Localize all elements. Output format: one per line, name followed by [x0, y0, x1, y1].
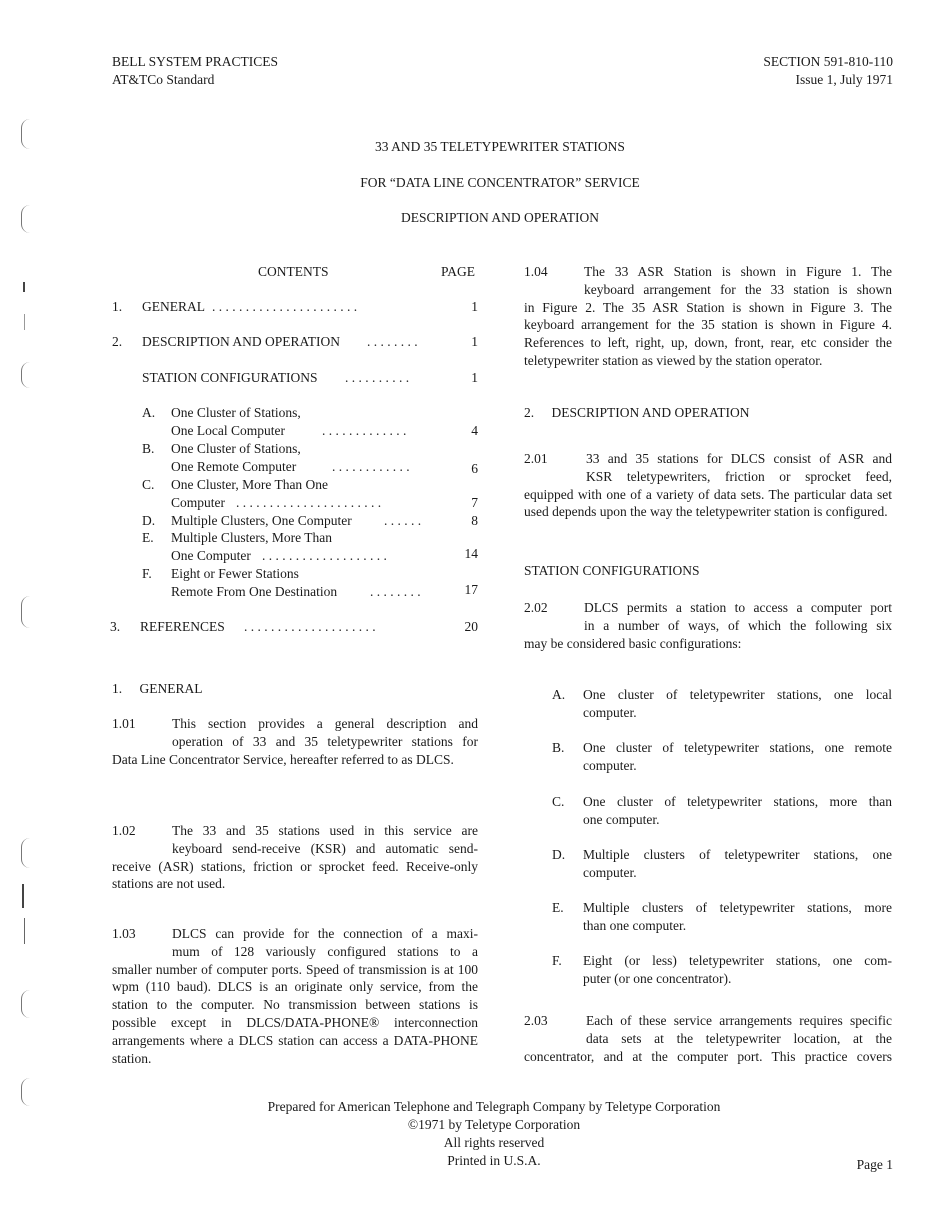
paragraph-line: The 33 ASR Station is shown in Figure 1. The [584, 264, 892, 279]
toc-label: STATION CONFIGURATIONS [142, 370, 318, 385]
paragraph-line: mum of 128 variously configured stations to a [172, 943, 478, 959]
toc-page: 1 [471, 370, 478, 385]
toc-entry-b[interactable] [112, 440, 478, 476]
toc-num: C. [142, 477, 155, 492]
config-line: computer. [583, 704, 637, 720]
config-letter: A. [552, 687, 566, 702]
toc-label: GENERAL [142, 299, 205, 314]
title-line-1: 33 AND 35 TELETYPEWRITER STATIONS [375, 139, 625, 154]
margin-mark [21, 119, 30, 149]
paragraph-1-03 [112, 925, 478, 1067]
toc-num: 2. [112, 334, 123, 349]
speck [23, 282, 25, 292]
footer-rights: All rights reserved [443, 1135, 545, 1150]
title-line-2: FOR “DATA LINE CONCENTRATOR” SERVICE [360, 175, 640, 190]
margin-mark [21, 838, 30, 868]
paragraph-body: equipped with one of a variety of data sets. The particular data set used depends upon the way the teletypewriter station is configured. [524, 486, 892, 520]
paragraph-line: DLCS can provide for the connection of a maxi- [172, 926, 478, 941]
toc-num: 1. [112, 299, 123, 314]
section-num: 1. [112, 681, 123, 696]
toc-label: DESCRIPTION AND OPERATION [142, 334, 341, 349]
footer-imprint [243, 1098, 745, 1170]
margin-mark [21, 205, 30, 233]
header-issue: Issue 1, July 1971 [795, 72, 893, 87]
paragraph-1-02 [112, 822, 478, 893]
toc-page: 4 [471, 423, 478, 438]
section-2-heading [524, 404, 750, 422]
toc-label: One Computer [171, 548, 251, 563]
header-standard: AT&TCo Standard [112, 72, 215, 87]
config-letter: C. [552, 794, 565, 809]
page-number: Page 1 [856, 1157, 893, 1172]
config-line: Multiple clusters of teletypewriter stations, one [583, 847, 892, 862]
toc-page: 17 [464, 582, 478, 597]
paragraph-body: in Figure 2. The 35 ASR Station is shown in Figure 3. The keyboard arrangement for the 35 station is shown in Figure 4. References to left, right, up, down, front, rear, etc consider the teletypewriter station as viewed by the station operator. [524, 299, 892, 368]
toc-entry-c[interactable] [112, 476, 478, 512]
paragraph-2-01 [524, 450, 892, 521]
toc-label: Remote From One Destination [171, 584, 338, 599]
paragraph-line: DLCS permits a station to access a computer port [584, 600, 892, 615]
section-1-heading [112, 680, 203, 698]
paragraph-line: The 33 and 35 stations used in this service are [172, 823, 478, 838]
config-line: computer. [583, 757, 637, 773]
paragraph-number: 2.02 [524, 600, 548, 615]
toc-label: Computer [171, 495, 225, 510]
toc-page: 1 [471, 299, 478, 314]
section-title: DESCRIPTION AND OPERATION [551, 405, 750, 420]
config-letter: D. [552, 847, 566, 862]
toc-entry-e[interactable] [112, 529, 478, 565]
config-line: One cluster of teletypewriter stations, one local [583, 687, 892, 702]
paragraph-body: receive (ASR) stations, friction or sprocket feed. Receive-only stations are not used. [112, 858, 478, 892]
footer-copyright: ©1971 by Teletype Corporation [407, 1117, 581, 1132]
config-line: One cluster of teletypewriter stations, more than [583, 794, 892, 809]
paragraph-2-02 [524, 599, 892, 652]
config-item-a [552, 686, 892, 722]
config-letter: E. [552, 900, 564, 915]
header-left [112, 53, 278, 89]
config-letter: F. [552, 953, 562, 968]
section-title: GENERAL [139, 681, 203, 696]
margin-mark [21, 362, 30, 388]
paragraph-line: 33 and 35 stations for DLCS consist of ASR and [586, 451, 892, 466]
header-section: SECTION 591-810-110 [763, 54, 893, 69]
config-line: computer. [583, 864, 637, 880]
paragraph-number: 1.03 [112, 926, 136, 941]
speck [22, 884, 24, 908]
toc-line1: Eight or Fewer Stations [171, 566, 299, 581]
header-bsp: BELL SYSTEM PRACTICES [112, 54, 279, 69]
config-letter: B. [552, 740, 565, 755]
paragraph-line: concentrator, and at the computer port. This practice covers [524, 1048, 892, 1064]
footer-prepared-by: Prepared for American Telephone and Telegraph Company by Teletype Corporation [267, 1099, 721, 1114]
toc-leader: . . . . . . . . . . [345, 370, 410, 385]
margin-mark [21, 596, 30, 628]
config-line: One cluster of teletypewriter stations, one remote [583, 740, 892, 755]
paragraph-number: 1.04 [524, 264, 548, 279]
paragraph-2-03 [524, 1012, 892, 1065]
toc-leader: . . . . . . . . . . . . . . . . . . . . [244, 619, 376, 634]
paragraph-1-04 [524, 263, 892, 370]
toc-num: E. [142, 530, 154, 545]
toc-leader: . . . . . . . . . . . . . [322, 423, 407, 438]
toc-page: 6 [471, 461, 478, 476]
toc-num: F. [142, 566, 152, 581]
config-line: than one computer. [583, 917, 687, 933]
config-item-e [552, 899, 892, 935]
toc-leader: . . . . . . . . . . . . . . . . . . . . . . [212, 299, 358, 314]
config-line: Multiple clusters of teletypewriter stations, more [583, 900, 892, 915]
paragraph-line: keyboard arrangement for the 33 station is shown [584, 281, 892, 297]
config-line: puter (or one concentrator). [583, 970, 732, 986]
paragraph-body: Data Line Concentrator Service, hereafter referred to as DLCS. [112, 751, 454, 767]
paragraph-line: operation of 33 and 35 teletypewriter stations for [172, 733, 478, 749]
config-line: one computer. [583, 811, 660, 827]
toc-label: One Remote Computer [171, 459, 297, 474]
paragraph-number: 2.01 [524, 451, 548, 466]
paragraph-line: keyboard send-receive (KSR) and automatic send- [172, 840, 478, 856]
paragraph-line: KSR teletypewriters, friction or sprocket feed, [586, 468, 892, 484]
header-right [763, 53, 893, 89]
section-num: 2. [524, 405, 535, 420]
paragraph-number: 1.01 [112, 716, 136, 731]
station-configurations-heading: STATION CONFIGURATIONS [524, 563, 700, 578]
toc-entry-a[interactable] [112, 404, 478, 440]
toc-label: One Local Computer [171, 423, 285, 438]
contents-heading: CONTENTS [258, 264, 329, 279]
config-item-d [552, 846, 892, 882]
toc-leader: . . . . . . [384, 513, 422, 528]
paragraph-number: 2.03 [524, 1013, 548, 1028]
title-line-3: DESCRIPTION AND OPERATION [400, 210, 599, 225]
paragraph-line: data sets at the teletypewriter location, at the [586, 1030, 892, 1046]
toc-label: REFERENCES [140, 619, 225, 634]
config-item-c [552, 793, 892, 829]
config-item-f [552, 952, 892, 988]
toc-leader: . . . . . . . . . . . . . . . . . . . . . . [236, 495, 382, 510]
toc-leader: . . . . . . . . . . . . [332, 459, 410, 474]
speck [24, 314, 25, 330]
paragraph-body: may be considered basic configurations: [524, 635, 742, 651]
config-line: Eight (or less) teletypewriter stations, one com- [583, 953, 892, 968]
margin-mark [21, 1078, 30, 1106]
toc-page: 7 [471, 495, 478, 510]
speck [24, 918, 25, 944]
toc-page: 14 [464, 546, 478, 561]
toc-num: 3. [110, 619, 121, 634]
config-item-b [552, 739, 892, 775]
toc-page: 8 [471, 513, 478, 528]
toc-leader: . . . . . . . . [367, 334, 418, 349]
toc-page: 1 [471, 334, 478, 349]
toc-line1: One Cluster, More Than One [171, 477, 329, 492]
paragraph-line: This section provides a general description and [172, 716, 478, 731]
toc-page: 20 [464, 619, 478, 634]
toc-num: B. [142, 441, 155, 456]
footer-printed: Printed in U.S.A. [447, 1153, 541, 1168]
paragraph-line: in a number of ways, of which the following six [584, 617, 892, 633]
paragraph-1-01 [112, 715, 478, 768]
toc-num: A. [142, 405, 156, 420]
toc-label: Multiple Clusters, One Computer [171, 513, 352, 528]
toc-entry-f[interactable] [112, 565, 478, 601]
paragraph-line: Each of these service arrangements requires specific [586, 1013, 892, 1028]
toc-line1: Multiple Clusters, More Than [171, 530, 332, 545]
paragraph-number: 1.02 [112, 823, 136, 838]
paragraph-body: smaller number of computer ports. Speed of transmission is at 100 wpm (110 baud). DLCS is an originate only service, from the station to the computer. No transmission between stations is possible except in DLCS/DATA-PHONE® interconnection arrangements where a DLCS station can access a DATA-PHONE station. [112, 961, 478, 1066]
toc-leader: . . . . . . . . [370, 584, 421, 599]
toc-num: D. [142, 513, 156, 528]
contents-page-heading: PAGE [441, 264, 476, 279]
margin-mark [21, 990, 30, 1018]
toc-line1: One Cluster of Stations, [171, 405, 301, 420]
toc-line1: One Cluster of Stations, [171, 441, 301, 456]
toc-leader: . . . . . . . . . . . . . . . . . . . [262, 548, 387, 563]
